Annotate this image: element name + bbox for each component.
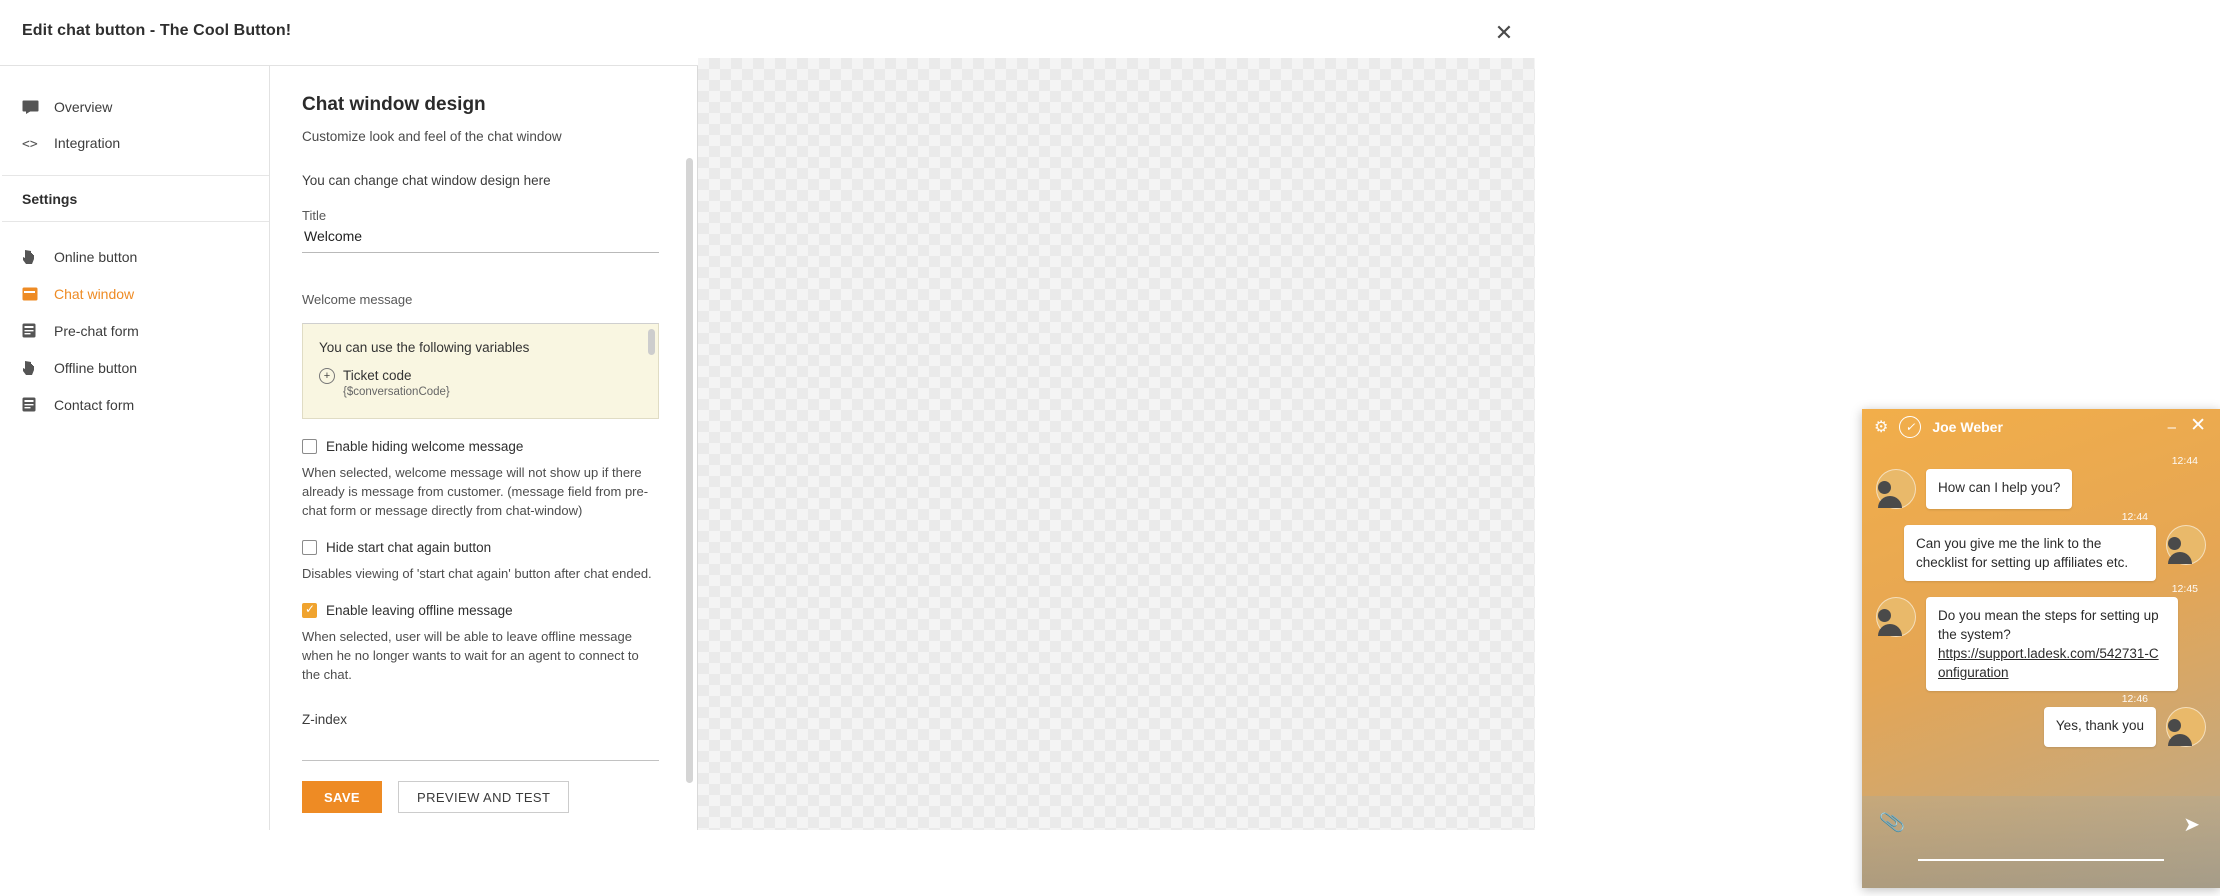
message-time: 12:46 [2121, 693, 2148, 705]
sidebar-edge [0, 132, 2, 896]
variables-heading: You can use the following variables [319, 340, 530, 355]
sidebar-item-contact-form[interactable] [0, 386, 269, 423]
checkbox-label: Enable leaving offline message [326, 603, 513, 618]
message-bubble [1926, 597, 2178, 691]
plus-circle-icon: + [319, 368, 335, 384]
message-time: 12:44 [2121, 511, 2148, 523]
checkbox-hide-start-again[interactable] [302, 540, 317, 555]
message-time: 12:44 [2171, 455, 2198, 467]
variable-label: Ticket code [343, 368, 412, 383]
checkbox-row-offline-message[interactable] [302, 603, 665, 618]
zindex-label: Z-index [302, 712, 348, 727]
window-icon [22, 285, 48, 303]
chat-message [1876, 693, 2206, 747]
form-subheading: Customize look and feel of the chat window [302, 129, 562, 144]
help-text-offline-message: When selected, user will be able to leave offline message when he no longer wants to wait for an agent to connect to the chat. [302, 629, 639, 682]
avatar [2166, 525, 2206, 565]
form-scrollbar[interactable] [686, 158, 693, 783]
message-text: Do you mean the steps for setting up the system? [1938, 608, 2159, 642]
message-bubble: Yes, thank you [2044, 707, 2156, 747]
checkbox-row-hide-start-again[interactable] [302, 540, 665, 555]
message-time: 12:45 [2171, 583, 2198, 595]
sidebar-item-label: Overview [54, 99, 113, 115]
message-bubble: Can you give me the link to the checklist for setting up affiliates etc. [1904, 525, 2156, 581]
sidebar-item-label: Chat window [54, 285, 135, 302]
page-title: Edit chat button - The Cool Button! [22, 22, 292, 39]
avatar [1876, 469, 1916, 509]
settings-sidebar [0, 66, 270, 830]
chat-composer [1862, 796, 2220, 888]
chat-window-design-form [270, 66, 698, 830]
help-text-hide-welcome: When selected, welcome message will not show up if there already is message from customer. (message field from pre-chat form or message directly from chat-window) [302, 465, 649, 518]
checkbox-label: Enable hiding welcome message [326, 439, 524, 454]
checkbox-label: Hide start chat again button [326, 540, 492, 555]
sidebar-item-label: Offline button [54, 359, 138, 376]
cursor-click-icon [22, 248, 48, 266]
sidebar-item-overview[interactable] [0, 89, 269, 125]
preview-and-test-button[interactable]: PREVIEW AND TEST [398, 781, 569, 813]
save-button[interactable]: SAVE [302, 781, 382, 813]
sidebar-item-integration[interactable] [0, 125, 269, 161]
message-bubble: How can I help you? [1926, 469, 2072, 509]
chat-header [1862, 409, 2220, 445]
agent-name: Joe Weber [1932, 419, 2003, 435]
checkbox-hide-welcome[interactable] [302, 439, 317, 454]
sidebar-item-pre-chat-form[interactable] [0, 312, 269, 349]
code-icon [22, 134, 48, 152]
chat-bubble-icon [22, 98, 48, 116]
sidebar-top-group [0, 66, 269, 161]
message-input[interactable] [1918, 859, 2164, 861]
variable-code: {$conversationCode} [343, 386, 450, 398]
variables-scrollbar[interactable] [648, 329, 655, 355]
sidebar-item-label: Online button [54, 248, 138, 265]
sidebar-item-label: Pre-chat form [54, 322, 139, 339]
send-icon[interactable]: ➤ [2183, 814, 2200, 836]
checkbox-row-hide-welcome[interactable] [302, 439, 665, 454]
welcome-message-label: Welcome message [302, 292, 413, 307]
variable-ticket-code[interactable] [303, 355, 658, 384]
form-heading: Chat window design [302, 94, 486, 115]
title-field-label: Title [302, 208, 327, 223]
sidebar-item-label: Contact form [54, 396, 135, 413]
chat-message [1876, 511, 2206, 581]
form-actions [302, 781, 665, 837]
form-note: You can change chat window design here [302, 173, 551, 188]
preview-canvas [698, 58, 2206, 836]
sidebar-settings-list [0, 222, 269, 423]
variables-box[interactable] [302, 323, 659, 419]
message-link[interactable]: https://support.ladesk.com/542731-Configuration [1938, 646, 2159, 680]
checkbox-offline-message[interactable] [302, 603, 317, 618]
close-icon[interactable]: ✕ [1494, 20, 1514, 45]
sidebar-item-online-button[interactable] [0, 238, 269, 275]
close-chat-icon[interactable]: ✕ [2190, 415, 2206, 436]
zindex-input[interactable] [302, 727, 659, 761]
sidebar-item-chat-window[interactable] [0, 275, 269, 312]
attachment-icon[interactable]: 📎 [1878, 809, 1907, 836]
chat-message [1876, 455, 2206, 509]
chat-widget-preview[interactable] [1862, 409, 2220, 888]
sidebar-section-settings: Settings [0, 175, 269, 222]
avatar [2166, 707, 2206, 747]
agent-avatar-icon: ✓ [1899, 416, 1921, 438]
form-icon [22, 396, 48, 414]
dialog-titlebar [0, 0, 1535, 66]
title-input[interactable] [302, 223, 659, 253]
avatar [1876, 597, 1916, 637]
minimize-icon[interactable]: – [2167, 419, 2176, 436]
sidebar-item-offline-button[interactable] [0, 349, 269, 386]
help-text-hide-start-again: Disables viewing of 'start chat again' button after chat ended. [302, 566, 652, 581]
sidebar-item-label: Integration [54, 135, 121, 151]
gear-icon[interactable]: ⚙ [1874, 419, 1889, 436]
form-icon [22, 322, 48, 340]
chat-message [1876, 583, 2206, 691]
cursor-click-icon [22, 359, 48, 377]
svg-text:<>: <> [22, 136, 38, 152]
chat-messages [1862, 445, 2220, 800]
